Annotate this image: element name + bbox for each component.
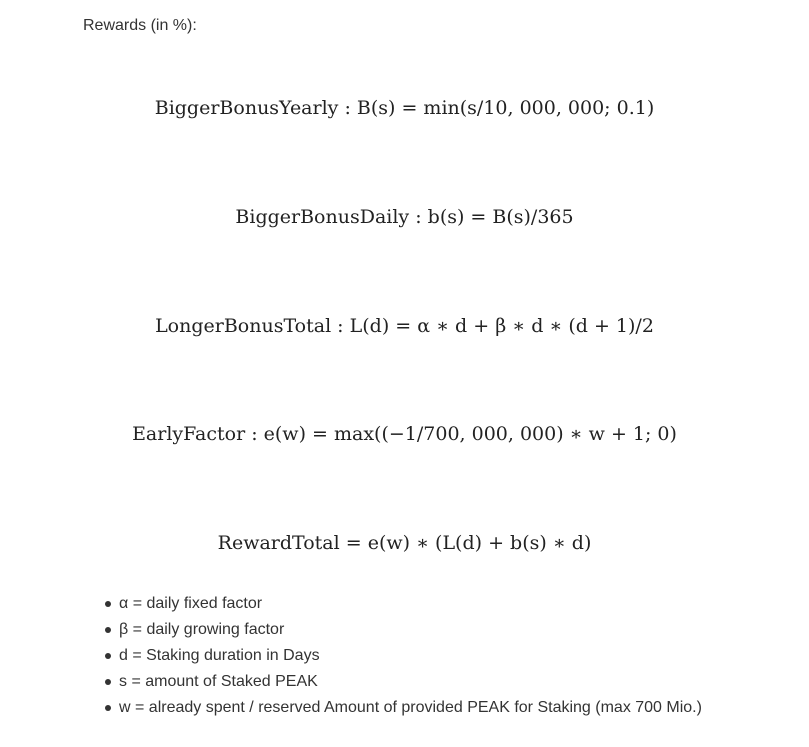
definition-item bbox=[101, 669, 702, 695]
definition-item bbox=[101, 695, 702, 721]
definition-text: β = daily growing factor bbox=[119, 621, 285, 638]
definition-item bbox=[101, 617, 702, 643]
definition-item bbox=[101, 591, 702, 617]
definition-item bbox=[101, 643, 702, 669]
formula-reward-total: RewardTotal = e(w) ∗ (L(d) + b(s) ∗ d) bbox=[217, 532, 592, 554]
formula-early-factor: EarlyFactor : e(w) = max((−1/700, 000, 000) ∗ w + 1; 0) bbox=[132, 423, 677, 445]
definition-text: d = Staking duration in Days bbox=[119, 647, 320, 664]
formula-longer-bonus-total: LongerBonusTotal : L(d) = α ∗ d + β ∗ d ∗ (d + 1)/2 bbox=[155, 315, 654, 337]
bullet-icon bbox=[105, 705, 111, 711]
formula-bigger-bonus-yearly: BiggerBonusYearly : B(s) = min(s/10, 000, 000; 0.1) bbox=[154, 97, 655, 119]
definition-text: w = already spent / reserved Amount of provided PEAK for Staking (max 700 Mio.) bbox=[119, 699, 702, 716]
bullet-icon bbox=[105, 627, 111, 633]
bullet-icon bbox=[105, 653, 111, 659]
formula-bigger-bonus-daily: BiggerBonusDaily : b(s) = B(s)/365 bbox=[235, 206, 574, 228]
section-heading: Rewards (in %): bbox=[83, 17, 197, 34]
definition-list bbox=[101, 591, 702, 721]
definition-text: α = daily fixed factor bbox=[119, 595, 263, 612]
bullet-icon bbox=[105, 601, 111, 607]
definition-text: s = amount of Staked PEAK bbox=[119, 673, 318, 690]
bullet-icon bbox=[105, 679, 111, 685]
